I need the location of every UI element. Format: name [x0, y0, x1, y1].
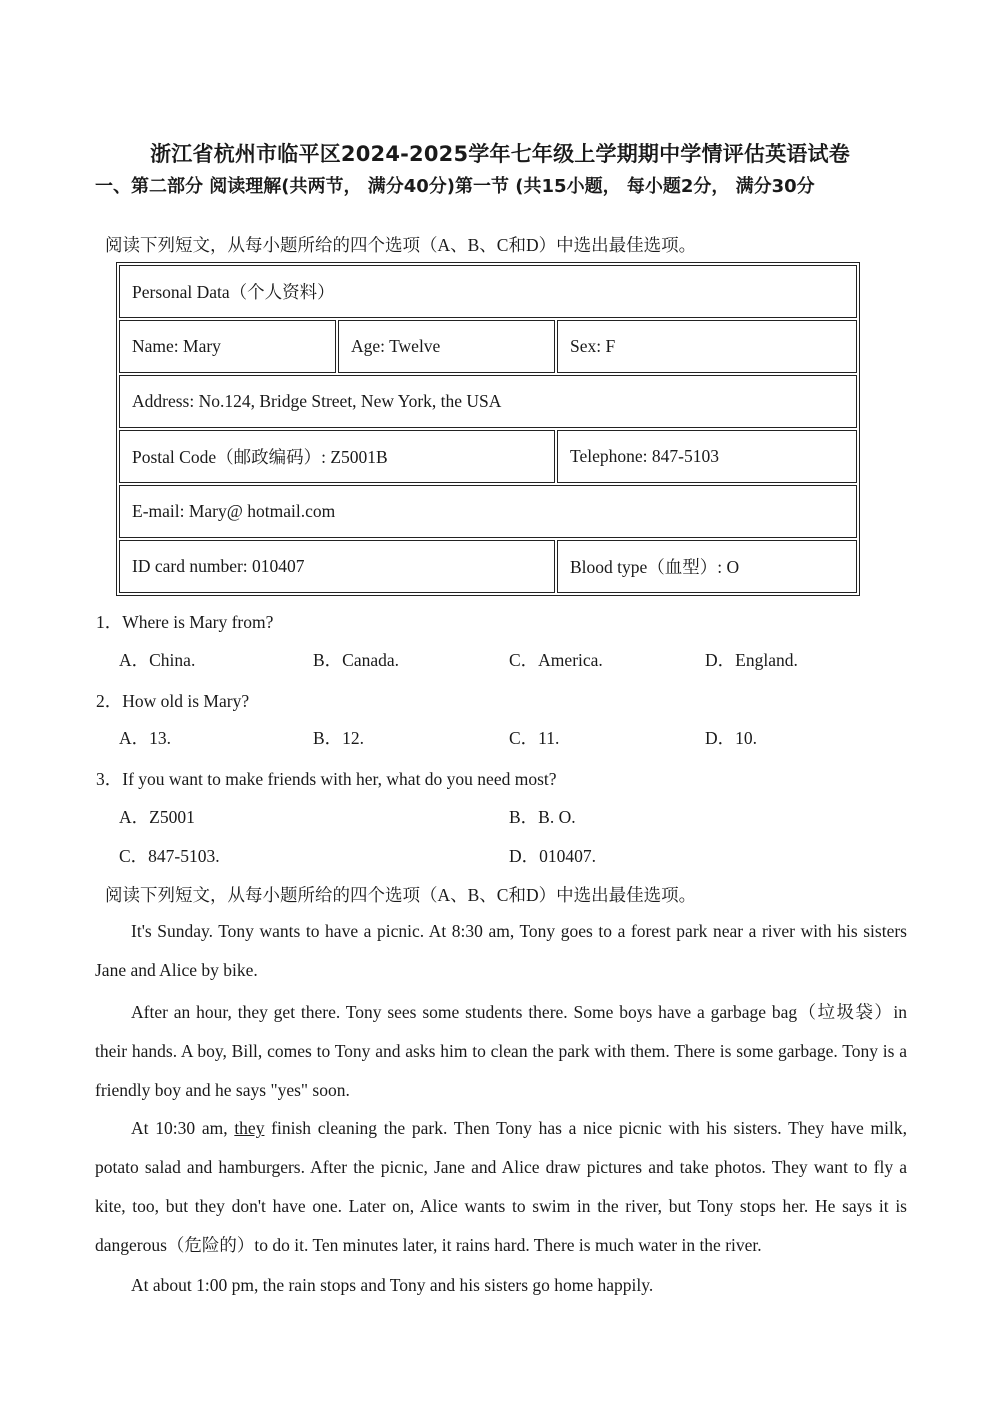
- passage-paragraph-4: At about 1:00 pm, the rain stops and Tony and his sisters go home happily.: [131, 1275, 654, 1295]
- q3-option-b: B．B. O.: [509, 807, 576, 827]
- cell-blood-type: Blood type（血型）: O: [557, 540, 857, 593]
- passage-paragraph-3: [95, 1109, 907, 1265]
- q2-option-b: B．12.: [313, 728, 365, 748]
- cell-sex: Sex: F: [557, 320, 857, 373]
- passage-paragraph-1: It's Sunday. Tony wants to have a picnic. At 8:30 am, Tony goes to a forest park near a river with his sisters Jane and Alice by bike.: [95, 921, 907, 980]
- question-2: 2．How old is Mary?: [96, 691, 250, 711]
- cell-email: E-mail: Mary@ hotmail.com: [119, 485, 857, 538]
- cell-name: Name: Mary: [119, 320, 336, 373]
- p3-after: finish cleaning the park. Then Tony has a nice picnic with his sisters. They have milk, potato salad and hamburgers. After the picnic, Jane and Alice draw pictures and take photos. They want to fly a kite, too, but they don't have one. Later on, Alice wants to swim in the river, but Tony stops her. He says it is dangerous（危险的）to do it. Ten minutes later, it rains hard. There is much water in the river.: [95, 1118, 907, 1255]
- passage-paragraph-2: After an hour, they get there. Tony sees some students there. Some boys have a garbage bag（垃圾袋）in their hands. A boy, Bill, comes to Tony and asks him to clean the park with them. There is some garbage. Tony is a friendly boy and he says "yes" soon.: [95, 1002, 907, 1100]
- cell-telephone: Telephone: 847-5103: [557, 430, 857, 483]
- q3-option-d: D．010407.: [509, 846, 597, 866]
- underlined-word-they: they: [234, 1118, 265, 1138]
- q2-option-d: D．10.: [705, 728, 758, 748]
- table-header: Personal Data（个人资料）: [119, 265, 857, 318]
- q1-option-d: D．England.: [705, 650, 798, 670]
- section-heading: 一、第二部分 阅读理解(共两节， 满分40分)第一节 (共15小题， 每小题2分， 满分30分: [95, 176, 815, 197]
- cell-postal-code: Postal Code（邮政编码）: Z5001B: [119, 430, 555, 483]
- q1-option-c: C．America.: [509, 650, 603, 670]
- question-1: 1．Where is Mary from?: [96, 612, 274, 632]
- cell-address: Address: No.124, Bridge Street, New York, the USA: [119, 375, 857, 428]
- instruction: 阅读下列短文，从每小题所给的四个选项（A、B、C和D）中选出最佳选项。: [105, 235, 697, 255]
- q3-option-c: C．847-5103.: [119, 846, 220, 866]
- q2-option-a: A．13.: [119, 728, 172, 748]
- question-3: 3．If you want to make friends with her, what do you need most?: [96, 769, 557, 789]
- instruction-2: 阅读下列短文，从每小题所给的四个选项（A、B、C和D）中选出最佳选项。: [105, 885, 697, 905]
- q1-option-a: A．China.: [119, 650, 196, 670]
- p3-before: At 10:30 am,: [131, 1118, 235, 1138]
- q3-option-a: A．Z5001: [119, 807, 195, 827]
- cell-id-card: ID card number: 010407: [119, 540, 555, 593]
- page-title: 浙江省杭州市临平区2024-2025学年七年级上学期期中学情评估英语试卷: [150, 142, 850, 166]
- personal-data-table: [116, 262, 860, 596]
- q1-option-b: B．Canada.: [313, 650, 400, 670]
- cell-age: Age: Twelve: [338, 320, 555, 373]
- q2-option-c: C．11.: [509, 728, 560, 748]
